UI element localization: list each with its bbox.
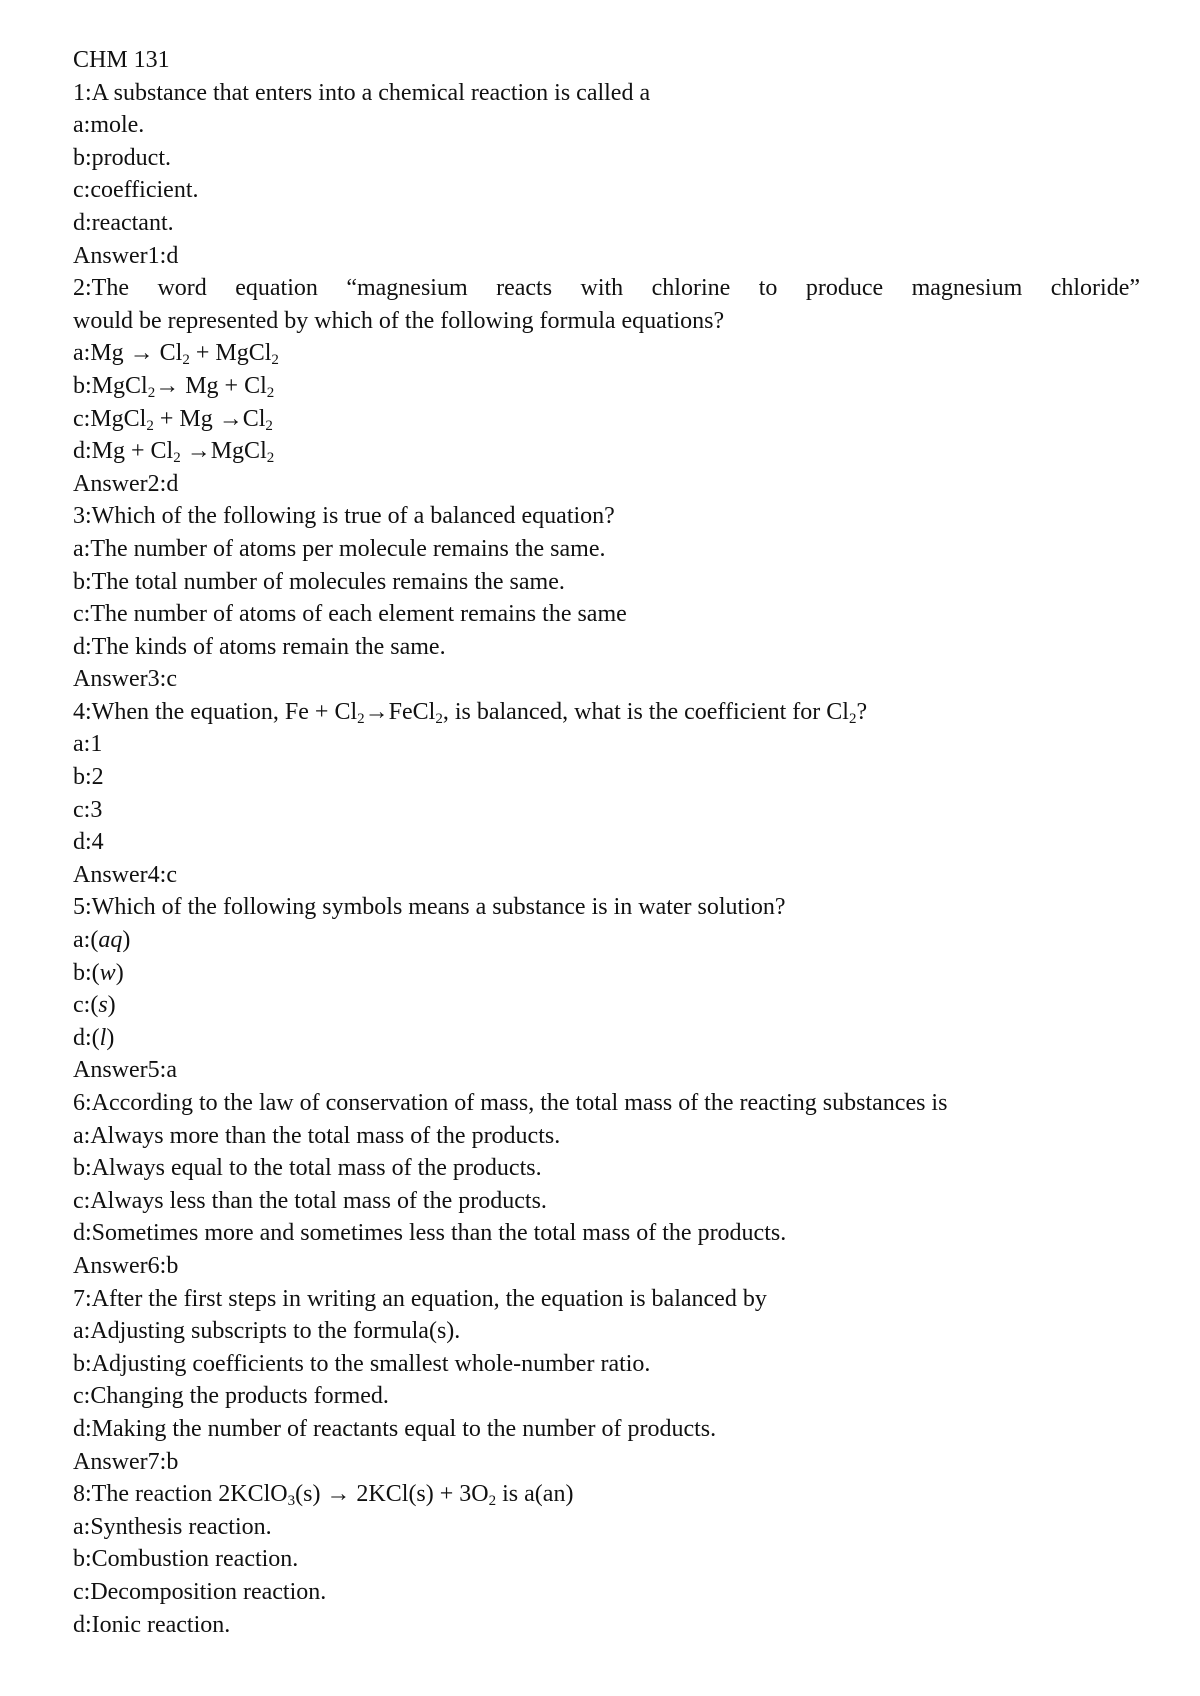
q5-option-a: a:(aq) [73, 927, 131, 954]
question-2-line-1: 2:The word equation “magnesium reacts with chlorine to produce magnesium chloride” [73, 275, 1140, 302]
q2-option-b: b:MgCl$_2$→ $Mg + Cl_2$ [73, 372, 275, 401]
q8-option-b: b:Combustion reaction. [73, 1546, 299, 1573]
q7-option-d: d:Making the number of reactants equal to the number of products. [73, 1415, 717, 1442]
quiz-document [73, 44, 1140, 1641]
q8-option-c: c:Decomposition reaction. [73, 1578, 327, 1605]
q7-option-c: c:Changing the products formed. [73, 1383, 389, 1410]
q4-option-c: c:3 [73, 796, 103, 823]
q3-answer: Answer3:c [73, 666, 177, 693]
question-4: 4:When the equation, $Fe + Cl_2\to FeCl_2$, is balanced, what is the coefficient for $Cl_2$? [73, 698, 868, 727]
q1-option-d: d:reactant. [73, 209, 174, 236]
question-8: 8:The reaction 2KClO$_3$(s) → $2KCl(s) + 3O_2$ is a(an) [73, 1481, 574, 1510]
question-7: 7:After the first steps in writing an equation, the equation is balanced by [73, 1285, 767, 1312]
q6-option-d: d:Sometimes more and sometimes less than the total mass of the products. [73, 1220, 787, 1247]
q5-option-d: d:(l) [73, 1024, 115, 1051]
question-3: 3:Which of the following is true of a balanced equation? [73, 503, 615, 530]
q6-option-b: b:Always equal to the total mass of the products. [73, 1155, 542, 1182]
q8-option-a: a:Synthesis reaction. [73, 1513, 272, 1540]
q1-option-c: c:coefficient. [73, 177, 199, 204]
q3-option-c: c:The number of atoms of each element remains the same [73, 601, 627, 628]
q5-option-b: b:(w) [73, 959, 124, 986]
q8-option-d: d:Ionic reaction. [73, 1611, 231, 1638]
q3-option-a: a:The number of atoms per molecule remains the same. [73, 535, 606, 562]
q2-answer: Answer2:d [73, 470, 179, 497]
question-2-line-2: would be represented by which of the following formula equations? [73, 307, 725, 334]
q7-option-b: b:Adjusting coefficients to the smallest whole-number ratio. [73, 1350, 651, 1377]
q2-option-a: a:Mg → $Cl_2$ + MgCl$_2$ [73, 340, 279, 369]
q5-option-c: c:(s) [73, 992, 116, 1019]
q2-option-d: d:Mg + $Cl_2$ →MgCl$_2$ [73, 438, 275, 467]
q6-answer: Answer6:b [73, 1252, 179, 1279]
course-title: CHM 131 [73, 47, 170, 73]
q7-option-a: a:Adjusting subscripts to the formula(s). [73, 1318, 461, 1345]
q4-answer: Answer4:c [73, 861, 177, 888]
q4-option-a: a:1 [73, 731, 103, 758]
q1-option-b: b:product. [73, 144, 171, 171]
q6-option-c: c:Always less than the total mass of the products. [73, 1187, 547, 1214]
q5-answer: Answer5:a [73, 1057, 177, 1084]
q1-answer: Answer1:d [73, 242, 179, 269]
question-6: 6:According to the law of conservation of mass, the total mass of the reacting substances is [73, 1090, 948, 1116]
q6-option-a: a:Always more than the total mass of the products. [73, 1122, 561, 1149]
question-1: 1:A substance that enters into a chemical reaction is called a [73, 79, 651, 106]
q7-answer: Answer7:b [73, 1448, 179, 1475]
q1-option-a: a:mole. [73, 112, 145, 139]
q4-option-b: b:2 [73, 764, 104, 791]
q4-option-d: d:4 [73, 829, 104, 856]
q3-option-d: d:The kinds of atoms remain the same. [73, 633, 446, 660]
q3-option-b: b:The total number of molecules remains the same. [73, 568, 565, 595]
question-5: 5:Which of the following symbols means a substance is in water solution? [73, 894, 786, 921]
q2-option-c: c:MgCl$_2$ + $Mg \to Cl_2$ [73, 405, 273, 434]
